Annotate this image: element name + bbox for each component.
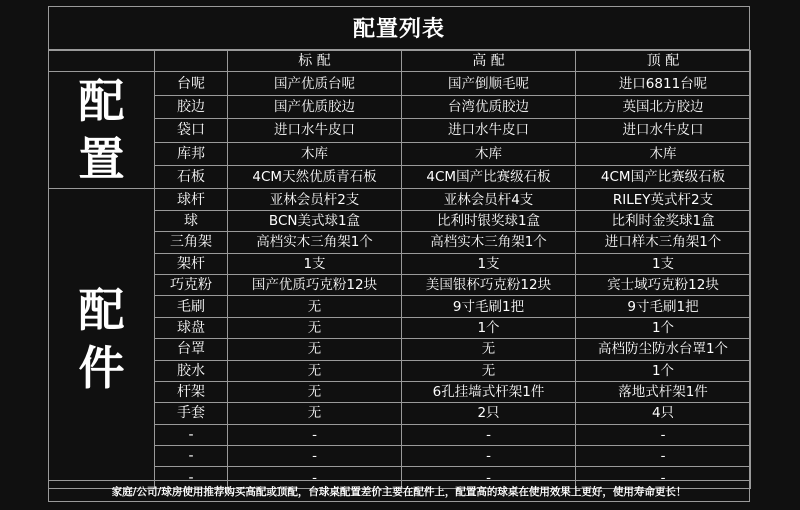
value-cell: -	[576, 424, 751, 445]
value-cell: 6孔挂墙式杆架1件	[402, 381, 576, 402]
value-cell: -	[402, 467, 576, 488]
row-label: 库邦	[155, 142, 228, 165]
value-cell: 比利时金奖球1盒	[576, 210, 751, 231]
table-row	[49, 232, 751, 253]
row-label: 架杆	[155, 253, 228, 274]
value-cell: 无	[228, 339, 402, 360]
value-cell: 落地式杆架1件	[576, 381, 751, 402]
table-row	[49, 360, 751, 381]
table-row	[49, 381, 751, 402]
value-cell: 无	[402, 339, 576, 360]
row-label: 毛刷	[155, 296, 228, 317]
table-row	[49, 72, 751, 95]
value-cell: 4CM国产比赛级石板	[576, 165, 751, 188]
category-label	[49, 72, 155, 189]
value-cell: 比利时银奖球1盒	[402, 210, 576, 231]
value-cell: 9寸毛刷1把	[576, 296, 751, 317]
value-cell: 4只	[576, 403, 751, 424]
table-row	[49, 339, 751, 360]
value-cell: -	[576, 446, 751, 467]
value-cell: 高档实木三角架1个	[228, 232, 402, 253]
value-cell: 高档实木三角架1个	[402, 232, 576, 253]
value-cell: 木库	[402, 142, 576, 165]
value-cell: 台湾优质胶边	[402, 95, 576, 118]
table-row	[49, 317, 751, 338]
value-cell: 1个	[576, 360, 751, 381]
value-cell: 4CM国产比赛级石板	[402, 165, 576, 188]
value-cell: 进口6811台呢	[576, 72, 751, 95]
value-cell: 进口水牛皮口	[228, 119, 402, 142]
value-cell: 1支	[402, 253, 576, 274]
footer-note: 家庭/公司/球房使用推荐购买高配或顶配，台球桌配置差价主要在配件上，配置高的球桌在使用效果上更好，使用寿命更长！	[48, 480, 750, 502]
page-title: 配置列表	[48, 6, 750, 50]
value-cell: 无	[228, 360, 402, 381]
value-cell: 无	[228, 381, 402, 402]
value-cell: 1支	[228, 253, 402, 274]
row-label: 台呢	[155, 72, 228, 95]
value-cell: 4CM天然优质青石板	[228, 165, 402, 188]
value-cell: 国产倒顺毛呢	[402, 72, 576, 95]
row-label: 三角架	[155, 232, 228, 253]
value-cell: 进口样木三角架1个	[576, 232, 751, 253]
value-cell: 2只	[402, 403, 576, 424]
value-cell: 9寸毛刷1把	[402, 296, 576, 317]
table-row	[49, 403, 751, 424]
value-cell: 进口水牛皮口	[402, 119, 576, 142]
table-row	[49, 95, 751, 118]
table-row	[49, 165, 751, 188]
row-label: 石板	[155, 165, 228, 188]
table-row	[49, 296, 751, 317]
corner-cell	[155, 51, 228, 72]
column-header: 高 配	[402, 51, 576, 72]
value-cell: 1支	[576, 253, 751, 274]
config-table	[48, 50, 751, 489]
row-label: -	[155, 424, 228, 445]
value-cell: 无	[228, 403, 402, 424]
value-cell: 亚林会员杆4支	[402, 189, 576, 210]
value-cell: 英国北方胶边	[576, 95, 751, 118]
table-row	[49, 210, 751, 231]
row-label: 袋口	[155, 119, 228, 142]
value-cell: 国产优质台呢	[228, 72, 402, 95]
value-cell: 进口水牛皮口	[576, 119, 751, 142]
table-row	[49, 424, 751, 445]
value-cell: 宾士域巧克粉12块	[576, 274, 751, 295]
row-label: 胶水	[155, 360, 228, 381]
row-label: 手套	[155, 403, 228, 424]
value-cell: -	[228, 424, 402, 445]
value-cell: 美国银杯巧克粉12块	[402, 274, 576, 295]
category-char: 置	[78, 132, 125, 187]
row-label: 杆架	[155, 381, 228, 402]
table-row	[49, 119, 751, 142]
column-header: 标 配	[228, 51, 402, 72]
value-cell: BCN美式球1盒	[228, 210, 402, 231]
category-char: 配	[78, 74, 125, 129]
table-row	[49, 189, 751, 210]
value-cell: 国产优质胶边	[228, 95, 402, 118]
header-row	[49, 51, 751, 72]
row-label: -	[155, 467, 228, 488]
value-cell: -	[402, 446, 576, 467]
value-cell: 木库	[576, 142, 751, 165]
value-cell: 无	[228, 296, 402, 317]
value-cell: RILEY英式杆2支	[576, 189, 751, 210]
category-char: 件	[78, 340, 125, 395]
value-cell: 亚林会员杆2支	[228, 189, 402, 210]
category-char: 配	[78, 282, 125, 337]
corner-cell	[49, 51, 155, 72]
row-label: 胶边	[155, 95, 228, 118]
value-cell: -	[228, 467, 402, 488]
row-label: 台罩	[155, 339, 228, 360]
value-cell: 无	[402, 360, 576, 381]
row-label: 球盘	[155, 317, 228, 338]
value-cell: 高档防尘防水台罩1个	[576, 339, 751, 360]
category-label	[49, 189, 155, 488]
table-row	[49, 142, 751, 165]
row-label: -	[155, 446, 228, 467]
table-row	[49, 446, 751, 467]
value-cell: 国产优质巧克粉12块	[228, 274, 402, 295]
table-row	[49, 274, 751, 295]
value-cell: 木库	[228, 142, 402, 165]
value-cell: -	[402, 424, 576, 445]
value-cell: 1个	[576, 317, 751, 338]
row-label: 球	[155, 210, 228, 231]
value-cell: 1个	[402, 317, 576, 338]
row-label: 球杆	[155, 189, 228, 210]
row-label: 巧克粉	[155, 274, 228, 295]
value-cell: -	[576, 467, 751, 488]
value-cell: 无	[228, 317, 402, 338]
value-cell: -	[228, 446, 402, 467]
table-row	[49, 253, 751, 274]
column-header: 顶 配	[576, 51, 751, 72]
